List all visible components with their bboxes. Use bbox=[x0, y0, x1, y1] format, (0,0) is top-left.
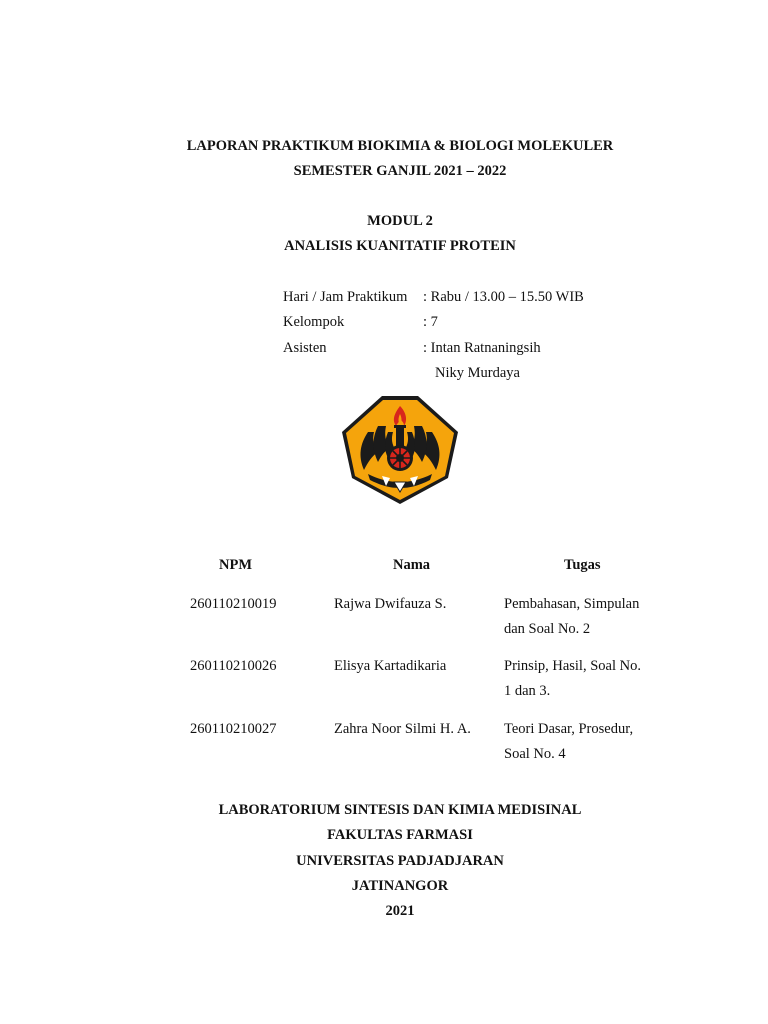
table-header-npm: NPM bbox=[219, 557, 253, 573]
table-row-2-tugas-line1: Prinsip, Hasil, Soal No. bbox=[504, 658, 641, 674]
module-title: ANALISIS KUANITATIF PROTEIN bbox=[284, 238, 516, 254]
table-row-3-npm: 260110210027 bbox=[190, 721, 277, 737]
info-label-group: Kelompok bbox=[283, 314, 345, 330]
info-value-assistant-2: Niky Murdaya bbox=[435, 365, 520, 381]
info-value-day-time: : Rabu / 13.00 – 15.50 WIB bbox=[423, 289, 584, 305]
table-row-2-nama: Elisya Kartadikaria bbox=[334, 658, 447, 674]
footer-city: JATINANGOR bbox=[351, 878, 449, 894]
info-value-assistant: : Intan Ratnaningsih bbox=[423, 340, 541, 356]
info-label-assistant: Asisten bbox=[283, 340, 327, 356]
report-title-line1: LAPORAN PRAKTIKUM BIOKIMIA & BIOLOGI MOLEKULER bbox=[186, 138, 614, 154]
table-row-2-npm: 260110210026 bbox=[190, 658, 277, 674]
footer-laboratory: LABORATORIUM SINTESIS DAN KIMIA MEDISINAL bbox=[218, 802, 582, 818]
table-header-tugas: Tugas bbox=[564, 557, 601, 573]
footer-faculty: FAKULTAS FARMASI bbox=[327, 827, 473, 843]
table-header-nama: Nama bbox=[393, 557, 431, 573]
info-value-group: : 7 bbox=[423, 314, 438, 330]
footer-university: UNIVERSITAS PADJADJARAN bbox=[296, 853, 504, 869]
table-row-3-tugas-line1: Teori Dasar, Prosedur, bbox=[504, 721, 634, 737]
table-row-1-npm: 260110210019 bbox=[190, 596, 277, 612]
info-label-day-time: Hari / Jam Praktikum bbox=[283, 289, 408, 305]
table-row-1-tugas-line2: dan Soal No. 2 bbox=[504, 621, 591, 637]
table-row-1-tugas-line1: Pembahasan, Simpulan bbox=[504, 596, 640, 612]
table-row-3-tugas-line2: Soal No. 4 bbox=[504, 746, 566, 762]
university-emblem-icon bbox=[338, 392, 462, 508]
report-title-line2: SEMESTER GANJIL 2021 – 2022 bbox=[293, 163, 507, 179]
table-row-2-tugas-line2: 1 dan 3. bbox=[504, 683, 551, 699]
footer-year: 2021 bbox=[385, 903, 415, 919]
table-row-3-nama: Zahra Noor Silmi H. A. bbox=[334, 721, 471, 737]
module-number: MODUL 2 bbox=[367, 213, 433, 229]
table-row-1-nama: Rajwa Dwifauza S. bbox=[334, 596, 447, 612]
